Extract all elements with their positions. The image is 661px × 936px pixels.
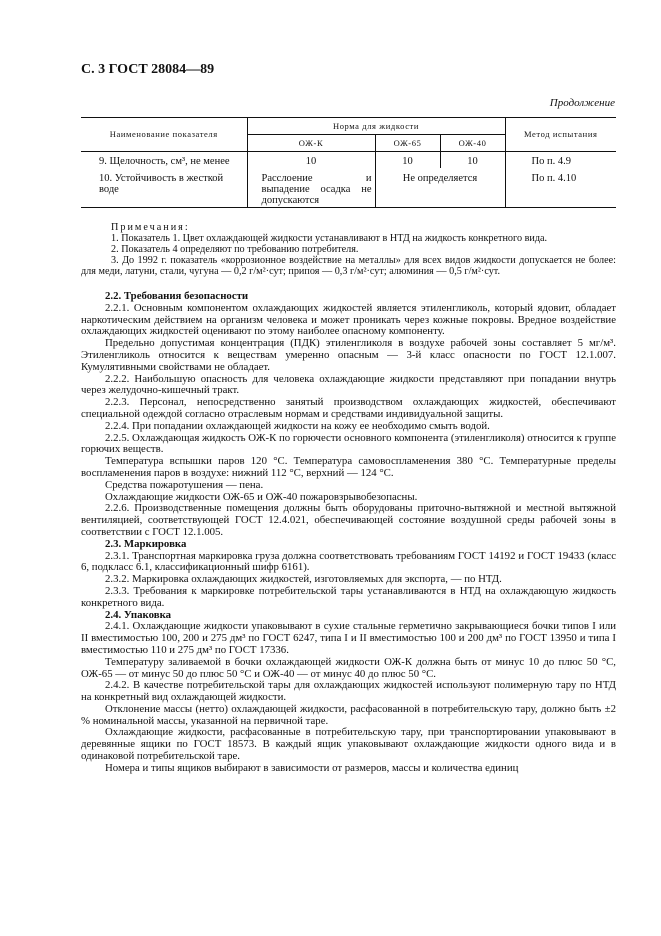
- continuation-label: Продолжение: [549, 97, 615, 109]
- paragraph: Номера и типы ящиков выбирают в зависимости от размеров, массы и количества единиц: [105, 761, 519, 774]
- sub-col-header: ОЖ-65: [375, 135, 440, 152]
- section-heading: 2.4. Упаковка: [105, 608, 172, 621]
- paragraph: Температура вспышки паров 120 °С. Температура самовоспламенения 380 °С. Температурные пределы воспламенения паров в воздухе: нижний 112 °С, верхний — 124 °С.: [81, 455, 616, 479]
- row-name: 10. Устойчивость в жесткой воде: [81, 168, 247, 208]
- row-method: По п. 4.9: [531, 156, 571, 167]
- paragraph: Предельно допустимая концентрация (ПДК) этиленгликоля в воздухе рабочей зоны составляет 5 мг/м³. Этиленгликоль относится к веществам умеренно опасным — 3-й класс опасности по ГОСТ 12.1.007. Кумулятивными свойствами не обладает.: [81, 337, 616, 373]
- row-value: Расслоение и выпадение осадка не допускаются: [247, 168, 375, 208]
- col-method-header: Метод испытания: [505, 118, 616, 152]
- paragraph: 2.3.2. Маркировка охлаждающих жидкостей, изготовляемых для экспорта, — по НТД.: [105, 573, 502, 586]
- paragraph: 2.4.1. Охлаждающие жидкости упаковывают в сухие стальные герметично закрывающиеся бочки типов I или II вместимостью 100, 200 и 275 дм³ по ГОСТ 6247, типа I и II вместимостью 100 и 200 дм³ по ГОСТ 13950 и типа I вместимостью 110 и 275 дм³ по ГОСТ 17336.: [81, 620, 616, 656]
- sub-col-header: ОЖ-40: [440, 135, 505, 152]
- paragraph: 2.2.5. Охлаждающая жидкость ОЖ-К по горючести основного компонента (этиленгликоля) относится к группе горючих веществ.: [81, 431, 616, 456]
- paragraph: 2.2.6. Производственные помещения должны быть оборудованы приточно-вытяжной и местной вытяжной вентиляцией, соответствующей ГОСТ 12.4.021, обеспечивающей состояние воздушной среды рабочей зоны в соответствии с ГОСТ 12.1.005.: [81, 502, 616, 538]
- row-value: 10: [440, 152, 505, 169]
- page-header: С. 3 ГОСТ 28084—89: [81, 62, 215, 77]
- spec-table: [81, 117, 616, 208]
- paragraph: 2.3.1. Транспортная маркировка груза должна соответствовать требованиям ГОСТ 14192 и ГОСТ 19433 (класс 6, подкласс 6.1, классификационный шифр 6161).: [81, 549, 616, 574]
- row-value: 10: [247, 152, 375, 169]
- paragraph: 2.2.3. Персонал, непосредственно занятый производством охлаждающих жидкостей, обеспечивают специальной одеждой согласно отраслевым нормам и средствами индивидуальной защиты.: [81, 396, 616, 420]
- note-item: 3. До 1992 г. показатель «коррозионное воздействие на металлы» для всех видов жидкости допускается не более: для меди, латуни, стали, чугуна — 0,2 г/м²·сут; припоя — 0,3 г/м²·сут; алюминия — 0,5 г/м²·сут.: [81, 255, 616, 277]
- table-row: [81, 168, 616, 208]
- row-value: Не определяется: [375, 168, 505, 208]
- paragraph: Средства пожаротушения — пена.: [105, 478, 264, 491]
- row-name: 9. Щелочность, см³, не менее: [81, 152, 247, 169]
- row-value: 10: [375, 152, 440, 169]
- body-text: [81, 291, 616, 775]
- note-item: 1. Показатель 1. Цвет охлаждающей жидкости устанавливают в НТД на жидкость конкретного вида.: [111, 233, 548, 244]
- section-heading: 2.3. Маркировка: [105, 537, 187, 550]
- notes-title: Примечания:: [111, 222, 190, 233]
- paragraph: 2.4.2. В качестве потребительской тары для охлаждающих жидкостей используют полимерную тару по НТД на конкретный вид охлаждающей жидкости.: [81, 679, 616, 704]
- paragraph: 2.2.4. При попадании охлаждающей жидкости на кожу ее необходимо смыть водой.: [105, 419, 490, 432]
- row-method: По п. 4.10: [505, 168, 616, 208]
- paragraph: Отклонение массы (нетто) охлаждающей жидкости, расфасованной в потребительскую тару, должно быть ±2 % номинальной массы, указанной на первичной таре.: [81, 702, 616, 727]
- paragraph: 2.2.2. Наибольшую опасность для человека охлаждающие жидкости представляют при попадании внутрь через желудочно-кишечный тракт.: [81, 372, 616, 397]
- paragraph: 2.2.1. Основным компонентом охлаждающих жидкостей является этиленгликоль, который ядовит, обладает наркотическим действием на организм человека и может проникать через кожные покровы. Вредное воздействие охлаждающих жидкостей оценивают по этому наиболее опасному компоненту.: [81, 301, 616, 338]
- section-heading: 2.2. Требования безопасности: [105, 290, 249, 302]
- paragraph: Охлаждающие жидкости ОЖ-65 и ОЖ-40 пожаровзрывобезопасны.: [105, 490, 418, 503]
- paragraph: 2.3.3. Требования к маркировке потребительской тары устанавливаются в НТД на охлаждающую жидкость конкретного вида.: [81, 584, 616, 609]
- note-item: 2. Показатель 4 определяют по требованию потребителя.: [111, 244, 359, 255]
- paragraph: Охлаждающие жидкости, расфасованные в потребительскую тару, при транспортировании упаковывают в деревянные ящики по ГОСТ 18573. В каждый ящик упаковывают охлаждающие жидкости одного вида и в одинаковой потребительской таре.: [81, 726, 616, 763]
- table-row: [81, 152, 616, 169]
- paragraph: Температуру заливаемой в бочки охлаждающей жидкости ОЖ-К должна быть от минус 10 до плюс 50 °С, ОЖ-65 — от минус 50 до плюс 50 °С и ОЖ-40 — от минус 40 до плюс 50 °С.: [81, 655, 616, 680]
- col-name-header: Наименование показателя: [81, 118, 247, 152]
- col-norm-header: Норма для жидкости: [247, 118, 505, 135]
- sub-col-header: ОЖ-К: [247, 135, 375, 152]
- notes: [81, 222, 616, 277]
